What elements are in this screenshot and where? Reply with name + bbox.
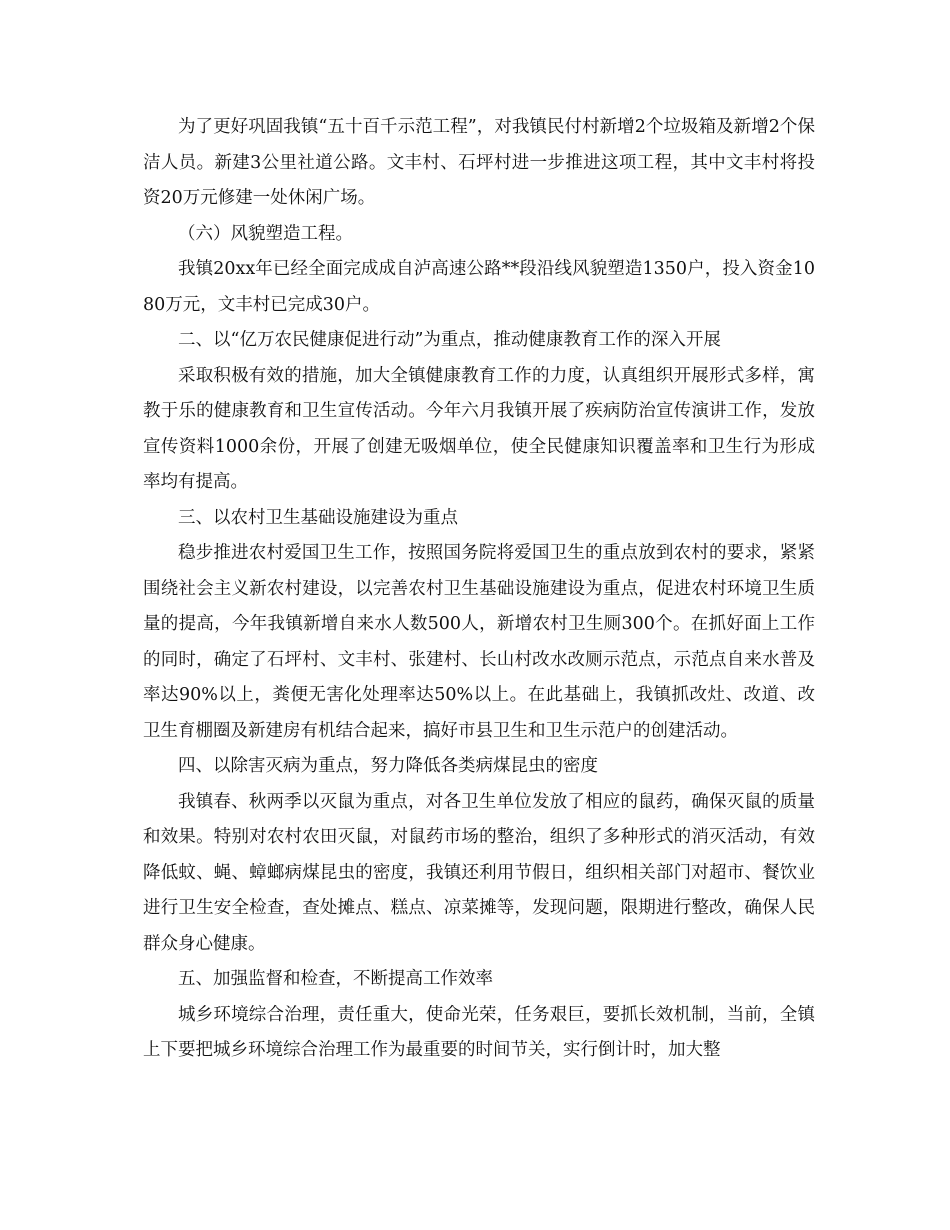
paragraph-pest-control: 我镇春、秋两季以灭鼠为重点，对各卫生单位发放了相应的鼠药，确保灭鼠的质量和效果。特别对农村农田灭鼠，对鼠药市场的整治，组织了多种形式的消灭活动，有效降低蚊、蝇、蟑螂病煤昆虫的密度，我镇还利用节假日，组织相关部门对超市、餐饮业进行卫生安全检查，查处摊点、糕点、凉菜摊等，发现问题，限期进行整改，确保人民群众身心健康。 <box>143 791 815 954</box>
paragraph-demonstration-project: 为了更好巩固我镇“五十百千示范工程”，对我镇民付村新增2个垃圾箱及新增2个保洁人员。新建3公里社道公路。文丰村、石坪村进一步推进这项工程，其中文丰村将投资20万元修建一处休闲广场。 <box>143 117 815 208</box>
heading-landscape-shaping: （六）风貌塑造工程。 <box>178 223 353 244</box>
heading-pest-control: 四、以除害灭病为重点，努力降低各类病煤昆虫的密度 <box>178 756 598 776</box>
paragraph-health-education: 采取积极有效的措施，加大全镇健康教育工作的力度，认真组织开展形式多样，寓教于乐的健康教育和卫生宣传活动。今年六月我镇开展了疾病防治宣传演讲工作，发放宣传资料1000余份，开展了创建无吸烟单位，使全民健康知识覆盖率和卫生行为形成率均有提高。 <box>143 365 815 492</box>
document-page <box>143 110 815 1069</box>
heading-rural-sanitation: 三、以农村卫生基础设施建设为重点 <box>178 507 458 528</box>
heading-health-promotion: 二、以“亿万农民健康促进行动”为重点，推动健康教育工作的深入开展 <box>178 330 721 350</box>
heading-supervision: 五、加强监督和检查，不断提高工作效率 <box>178 969 493 989</box>
paragraph-supervision: 城乡环境综合治理，责任重大，使命光荣，任务艰巨，要抓长效机制，当前，全镇上下要把城乡环境综合治理工作为最重要的时间节关，实行倒计时，加大整 <box>143 1004 815 1060</box>
paragraph-rural-sanitation: 稳步推进农村爱国卫生工作，按照国务院将爱国卫生的重点放到农村的要求，紧紧围绕社会主义新农村建设，以完善农村卫生基础设施建设为重点，促进农村环境卫生质量的提高，今年我镇新增自来水人数500人，新增农村卫生厕300个。在抓好面上工作的同时，确定了石坪村、文丰村、张建村、长山村改水改厕示范点，示范点自来水普及率达90%以上，粪便无害化处理率达50%以上。在此基础上，我镇抓改灶、改道、改卫生育棚圈及新建房有机结合起来，搞好市县卫生和卫生示范户的创建活动。 <box>143 543 815 741</box>
paragraph-landscape-shaping: 我镇20xx年已经全面完成成自泸高速公路**段沿线风貌塑造1350户，投入资金1080万元，文丰村已完成30户。 <box>143 259 815 315</box>
